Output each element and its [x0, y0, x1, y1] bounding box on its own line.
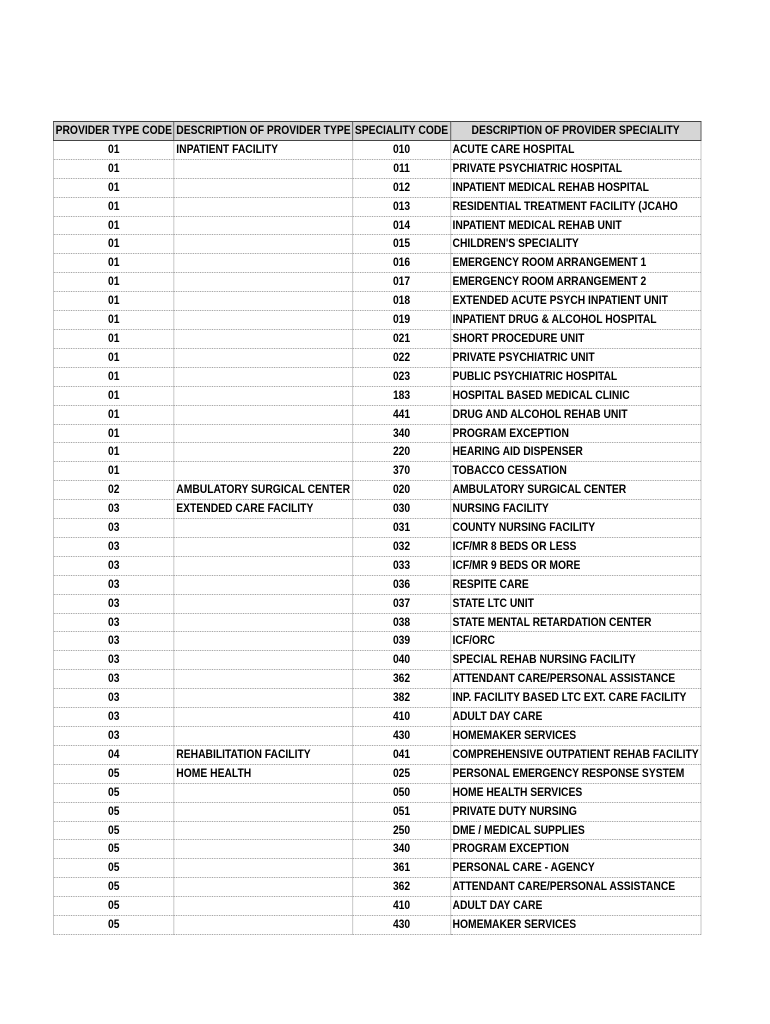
- provider-type-description-cell: [174, 689, 353, 708]
- table-body: [53, 140, 700, 934]
- table-row: [53, 651, 700, 670]
- speciality-description-cell: ICF/ORC: [450, 632, 700, 651]
- table-row: [53, 519, 700, 538]
- speciality-code-cell: 050: [353, 783, 451, 802]
- header-speciality-code: SPECIALITY CODE: [353, 122, 451, 141]
- speciality-description-cell: COUNTY NURSING FACILITY: [450, 519, 700, 538]
- table-row: [53, 348, 700, 367]
- speciality-code-cell: 037: [353, 594, 451, 613]
- table-row: [53, 481, 700, 500]
- table-row: [53, 916, 700, 935]
- table-row: [53, 159, 700, 178]
- provider-type-description-cell: [174, 632, 353, 651]
- speciality-description-cell: INP. FACILITY BASED LTC EXT. CARE FACILITY: [450, 689, 700, 708]
- provider-type-code-cell: 01: [53, 292, 174, 311]
- speciality-description-cell: TOBACCO CESSATION: [450, 462, 700, 481]
- provider-type-code-cell: 03: [53, 594, 174, 613]
- provider-type-description-cell: [174, 897, 353, 916]
- provider-type-code-cell: 01: [53, 235, 174, 254]
- provider-type-description-cell: [174, 386, 353, 405]
- header-provider-type-description: DESCRIPTION OF PROVIDER TYPE: [174, 122, 353, 141]
- speciality-code-cell: 441: [353, 405, 451, 424]
- provider-type-description-cell: [174, 802, 353, 821]
- table-row: [53, 292, 700, 311]
- speciality-description-cell: PUBLIC PSYCHIATRIC HOSPITAL: [450, 367, 700, 386]
- provider-type-description-cell: [174, 178, 353, 197]
- speciality-description-cell: HOMEMAKER SERVICES: [450, 727, 700, 746]
- speciality-code-cell: 051: [353, 802, 451, 821]
- provider-type-description-cell: [174, 292, 353, 311]
- provider-type-code-cell: 03: [53, 613, 174, 632]
- provider-type-description-cell: [174, 197, 353, 216]
- speciality-description-cell: PRIVATE PSYCHIATRIC UNIT: [450, 348, 700, 367]
- provider-type-description-cell: AMBULATORY SURGICAL CENTER: [174, 481, 353, 500]
- speciality-code-cell: 033: [353, 556, 451, 575]
- speciality-code-cell: 362: [353, 670, 451, 689]
- table-row: [53, 405, 700, 424]
- provider-type-description-cell: [174, 840, 353, 859]
- table-row: [53, 783, 700, 802]
- speciality-code-cell: 013: [353, 197, 451, 216]
- provider-type-code-cell: 01: [53, 424, 174, 443]
- speciality-code-cell: 016: [353, 254, 451, 273]
- speciality-description-cell: ATTENDANT CARE/PERSONAL ASSISTANCE: [450, 670, 700, 689]
- provider-type-description-cell: [174, 443, 353, 462]
- provider-type-description-cell: [174, 254, 353, 273]
- provider-type-description-cell: [174, 613, 353, 632]
- speciality-code-cell: 011: [353, 159, 451, 178]
- speciality-description-cell: EXTENDED ACUTE PSYCH INPATIENT UNIT: [450, 292, 700, 311]
- provider-type-code-cell: 01: [53, 462, 174, 481]
- speciality-description-cell: PROGRAM EXCEPTION: [450, 424, 700, 443]
- speciality-description-cell: EMERGENCY ROOM ARRANGEMENT 1: [450, 254, 700, 273]
- table-row: [53, 689, 700, 708]
- speciality-code-cell: 036: [353, 575, 451, 594]
- provider-type-code-cell: 01: [53, 348, 174, 367]
- speciality-code-cell: 039: [353, 632, 451, 651]
- provider-type-code-cell: 01: [53, 197, 174, 216]
- provider-type-code-cell: 05: [53, 878, 174, 897]
- speciality-description-cell: PERSONAL EMERGENCY RESPONSE SYSTEM: [450, 764, 700, 783]
- provider-type-code-cell: 03: [53, 575, 174, 594]
- provider-type-description-cell: [174, 311, 353, 330]
- speciality-code-cell: 020: [353, 481, 451, 500]
- provider-type-code-cell: 01: [53, 254, 174, 273]
- speciality-code-cell: 031: [353, 519, 451, 538]
- table-row: [53, 443, 700, 462]
- speciality-description-cell: INPATIENT MEDICAL REHAB UNIT: [450, 216, 700, 235]
- speciality-description-cell: ADULT DAY CARE: [450, 897, 700, 916]
- provider-type-code-cell: 05: [53, 840, 174, 859]
- provider-type-code-cell: 01: [53, 159, 174, 178]
- speciality-description-cell: INPATIENT DRUG & ALCOHOL HOSPITAL: [450, 311, 700, 330]
- provider-type-description-cell: [174, 783, 353, 802]
- table-row: [53, 897, 700, 916]
- provider-type-description-cell: INPATIENT FACILITY: [174, 140, 353, 159]
- provider-type-code-cell: 05: [53, 897, 174, 916]
- speciality-code-cell: 010: [353, 140, 451, 159]
- table-row: [53, 367, 700, 386]
- speciality-code-cell: 370: [353, 462, 451, 481]
- provider-type-description-cell: [174, 216, 353, 235]
- table-row: [53, 178, 700, 197]
- provider-type-code-cell: 04: [53, 745, 174, 764]
- speciality-description-cell: EMERGENCY ROOM ARRANGEMENT 2: [450, 273, 700, 292]
- speciality-code-cell: 012: [353, 178, 451, 197]
- provider-type-code-cell: 03: [53, 556, 174, 575]
- speciality-code-cell: 361: [353, 859, 451, 878]
- provider-type-description-cell: [174, 273, 353, 292]
- speciality-code-cell: 430: [353, 916, 451, 935]
- speciality-code-cell: 430: [353, 727, 451, 746]
- provider-type-description-cell: [174, 878, 353, 897]
- provider-type-code-cell: 01: [53, 329, 174, 348]
- provider-type-code-cell: 03: [53, 727, 174, 746]
- header-row: [53, 122, 700, 141]
- provider-type-code-cell: 03: [53, 537, 174, 556]
- provider-type-description-cell: [174, 821, 353, 840]
- provider-type-description-cell: [174, 859, 353, 878]
- speciality-description-cell: DRUG AND ALCOHOL REHAB UNIT: [450, 405, 700, 424]
- table-row: [53, 670, 700, 689]
- table-row: [53, 575, 700, 594]
- table-row: [53, 632, 700, 651]
- speciality-description-cell: RESIDENTIAL TREATMENT FACILITY (JCAHO: [450, 197, 700, 216]
- speciality-code-cell: 014: [353, 216, 451, 235]
- provider-type-code-cell: 02: [53, 481, 174, 500]
- provider-speciality-table: [53, 121, 701, 935]
- provider-type-description-cell: [174, 519, 353, 538]
- speciality-description-cell: SHORT PROCEDURE UNIT: [450, 329, 700, 348]
- table-row: [53, 329, 700, 348]
- table-row: [53, 235, 700, 254]
- table-row: [53, 708, 700, 727]
- table-row: [53, 386, 700, 405]
- speciality-description-cell: PRIVATE DUTY NURSING: [450, 802, 700, 821]
- speciality-code-cell: 340: [353, 840, 451, 859]
- speciality-code-cell: 019: [353, 311, 451, 330]
- provider-type-code-cell: 05: [53, 916, 174, 935]
- speciality-description-cell: ATTENDANT CARE/PERSONAL ASSISTANCE: [450, 878, 700, 897]
- provider-type-description-cell: [174, 405, 353, 424]
- provider-type-code-cell: 03: [53, 708, 174, 727]
- provider-type-code-cell: 05: [53, 802, 174, 821]
- provider-type-description-cell: [174, 916, 353, 935]
- speciality-code-cell: 025: [353, 764, 451, 783]
- speciality-code-cell: 250: [353, 821, 451, 840]
- speciality-description-cell: SPECIAL REHAB NURSING FACILITY: [450, 651, 700, 670]
- provider-type-description-cell: [174, 670, 353, 689]
- provider-type-code-cell: 01: [53, 273, 174, 292]
- speciality-description-cell: ADULT DAY CARE: [450, 708, 700, 727]
- speciality-description-cell: HOSPITAL BASED MEDICAL CLINIC: [450, 386, 700, 405]
- header-provider-type-code: PROVIDER TYPE CODE: [53, 122, 174, 141]
- provider-type-description-cell: EXTENDED CARE FACILITY: [174, 500, 353, 519]
- table-row: [53, 311, 700, 330]
- speciality-code-cell: 410: [353, 897, 451, 916]
- speciality-description-cell: AMBULATORY SURGICAL CENTER: [450, 481, 700, 500]
- provider-type-code-cell: 05: [53, 764, 174, 783]
- speciality-code-cell: 021: [353, 329, 451, 348]
- provider-type-description-cell: [174, 575, 353, 594]
- provider-type-description-cell: [174, 651, 353, 670]
- provider-type-description-cell: [174, 537, 353, 556]
- table-row: [53, 197, 700, 216]
- provider-type-description-cell: [174, 235, 353, 254]
- speciality-description-cell: CHILDREN'S SPECIALITY: [450, 235, 700, 254]
- speciality-description-cell: HOME HEALTH SERVICES: [450, 783, 700, 802]
- speciality-description-cell: COMPREHENSIVE OUTPATIENT REHAB FACILITY: [450, 745, 700, 764]
- provider-type-code-cell: 01: [53, 216, 174, 235]
- speciality-description-cell: STATE LTC UNIT: [450, 594, 700, 613]
- provider-type-code-cell: 01: [53, 311, 174, 330]
- table-row: [53, 556, 700, 575]
- table-row: [53, 802, 700, 821]
- table-row: [53, 727, 700, 746]
- speciality-description-cell: INPATIENT MEDICAL REHAB HOSPITAL: [450, 178, 700, 197]
- provider-type-code-cell: 03: [53, 651, 174, 670]
- speciality-description-cell: RESPITE CARE: [450, 575, 700, 594]
- speciality-description-cell: ACUTE CARE HOSPITAL: [450, 140, 700, 159]
- speciality-description-cell: HEARING AID DISPENSER: [450, 443, 700, 462]
- provider-type-description-cell: [174, 348, 353, 367]
- provider-type-code-cell: 05: [53, 783, 174, 802]
- speciality-description-cell: ICF/MR 8 BEDS OR LESS: [450, 537, 700, 556]
- speciality-code-cell: 362: [353, 878, 451, 897]
- table-row: [53, 254, 700, 273]
- table-row: [53, 745, 700, 764]
- provider-type-code-cell: 05: [53, 859, 174, 878]
- table-row: [53, 821, 700, 840]
- provider-type-description-cell: [174, 367, 353, 386]
- provider-type-code-cell: 03: [53, 670, 174, 689]
- speciality-description-cell: DME / MEDICAL SUPPLIES: [450, 821, 700, 840]
- speciality-code-cell: 015: [353, 235, 451, 254]
- table-row: [53, 216, 700, 235]
- provider-type-code-cell: 03: [53, 500, 174, 519]
- provider-type-description-cell: [174, 727, 353, 746]
- provider-type-code-cell: 03: [53, 632, 174, 651]
- provider-type-description-cell: [174, 159, 353, 178]
- speciality-code-cell: 018: [353, 292, 451, 311]
- speciality-code-cell: 340: [353, 424, 451, 443]
- speciality-code-cell: 410: [353, 708, 451, 727]
- speciality-description-cell: PERSONAL CARE - AGENCY: [450, 859, 700, 878]
- table-row: [53, 537, 700, 556]
- speciality-description-cell: HOMEMAKER SERVICES: [450, 916, 700, 935]
- table-row: [53, 594, 700, 613]
- provider-type-description-cell: HOME HEALTH: [174, 764, 353, 783]
- provider-type-code-cell: 01: [53, 367, 174, 386]
- provider-type-code-cell: 01: [53, 405, 174, 424]
- speciality-code-cell: 017: [353, 273, 451, 292]
- table-row: [53, 424, 700, 443]
- table-row: [53, 140, 700, 159]
- provider-type-description-cell: REHABILITATION FACILITY: [174, 745, 353, 764]
- table-row: [53, 840, 700, 859]
- speciality-code-cell: 032: [353, 537, 451, 556]
- speciality-description-cell: ICF/MR 9 BEDS OR MORE: [450, 556, 700, 575]
- speciality-code-cell: 183: [353, 386, 451, 405]
- speciality-code-cell: 038: [353, 613, 451, 632]
- table-row: [53, 878, 700, 897]
- provider-type-description-cell: [174, 424, 353, 443]
- table-row: [53, 500, 700, 519]
- table-header: [53, 122, 700, 141]
- speciality-code-cell: 040: [353, 651, 451, 670]
- speciality-description-cell: NURSING FACILITY: [450, 500, 700, 519]
- provider-type-code-cell: 05: [53, 821, 174, 840]
- speciality-code-cell: 023: [353, 367, 451, 386]
- provider-type-code-cell: 01: [53, 178, 174, 197]
- provider-type-description-cell: [174, 556, 353, 575]
- speciality-description-cell: PROGRAM EXCEPTION: [450, 840, 700, 859]
- table-row: [53, 764, 700, 783]
- provider-type-code-cell: 03: [53, 519, 174, 538]
- speciality-description-cell: PRIVATE PSYCHIATRIC HOSPITAL: [450, 159, 700, 178]
- table-row: [53, 462, 700, 481]
- speciality-description-cell: STATE MENTAL RETARDATION CENTER: [450, 613, 700, 632]
- provider-type-description-cell: [174, 329, 353, 348]
- table-row: [53, 859, 700, 878]
- speciality-code-cell: 220: [353, 443, 451, 462]
- table-row: [53, 273, 700, 292]
- table-row: [53, 613, 700, 632]
- speciality-code-cell: 041: [353, 745, 451, 764]
- provider-type-code-cell: 01: [53, 386, 174, 405]
- provider-type-description-cell: [174, 594, 353, 613]
- speciality-code-cell: 030: [353, 500, 451, 519]
- provider-type-code-cell: 03: [53, 689, 174, 708]
- header-speciality-description: DESCRIPTION OF PROVIDER SPECIALITY: [450, 122, 700, 141]
- provider-type-code-cell: 01: [53, 443, 174, 462]
- provider-type-code-cell: 01: [53, 140, 174, 159]
- provider-type-description-cell: [174, 708, 353, 727]
- speciality-code-cell: 022: [353, 348, 451, 367]
- speciality-code-cell: 382: [353, 689, 451, 708]
- provider-type-description-cell: [174, 462, 353, 481]
